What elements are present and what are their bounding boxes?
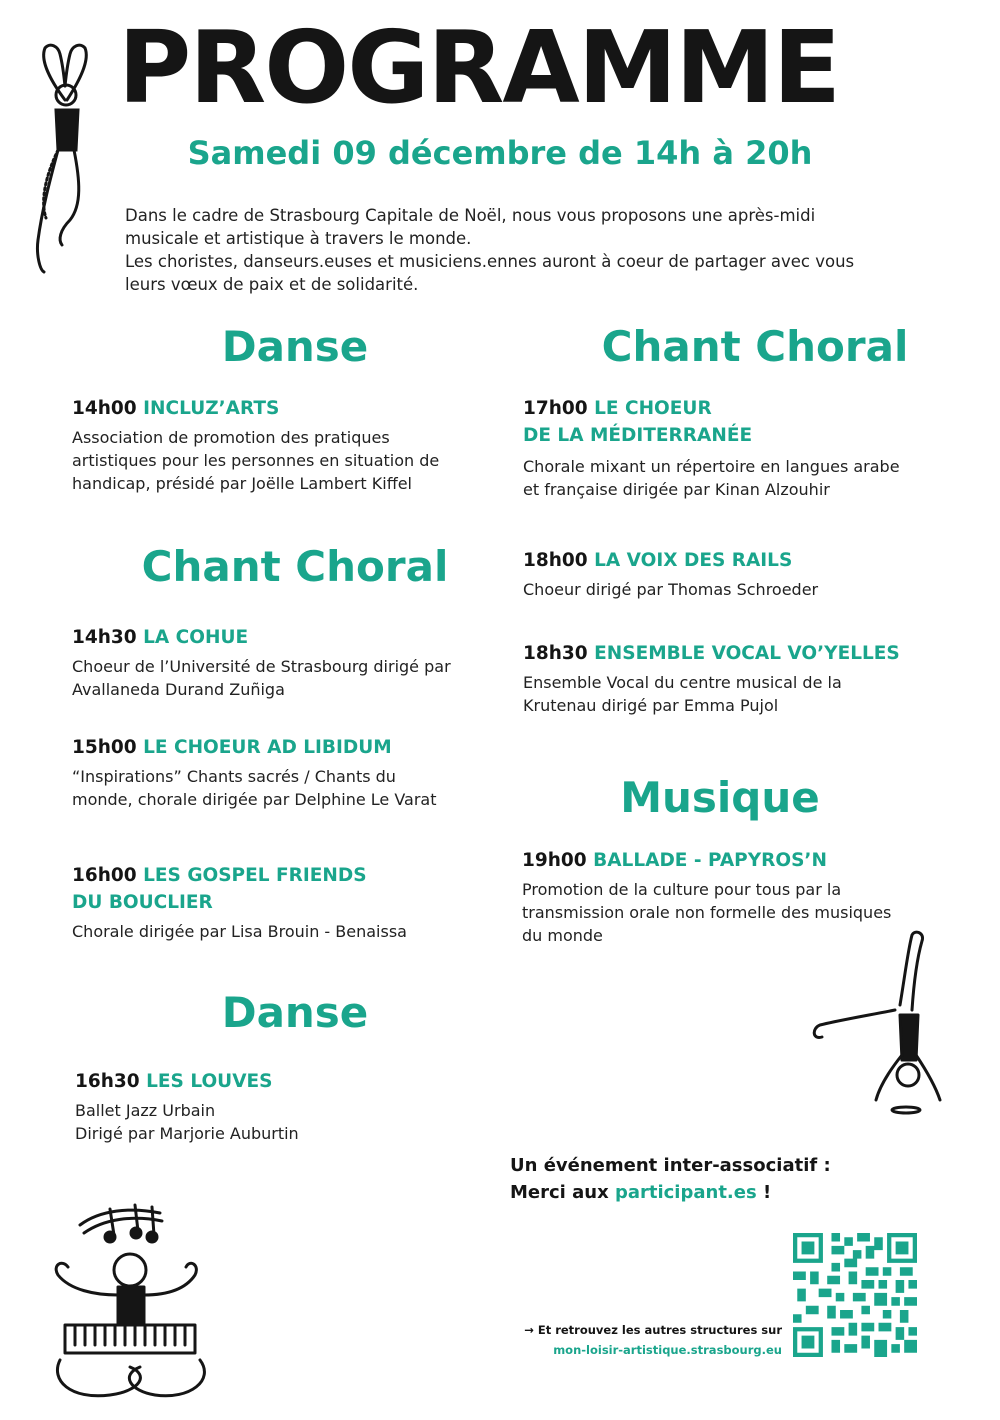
event-description: “Inspirations” Chants sacrés / Chants du monde, chorale dirigée par Delphine Le Varat: [72, 767, 437, 809]
event-gospel-friends: [72, 862, 492, 943]
event-voyelles: [523, 640, 923, 717]
event-header: [72, 862, 492, 889]
event-les-louves: [75, 1068, 475, 1145]
section-title-danse-2: Danse: [221, 988, 369, 1037]
event-header: [522, 847, 902, 874]
event-name: DE LA MÉDITERRANÉE: [523, 425, 753, 446]
event-la-cohue: [72, 624, 472, 701]
event-description: Chorale mixant un répertoire en langues arabe et française dirigée par Kinan Alzouhir: [523, 457, 900, 499]
event-time: 17h00: [523, 398, 588, 419]
section-title-danse-1: Danse: [221, 322, 369, 371]
cartwheel-dancer-icon: [800, 925, 960, 1120]
thanks-highlight: participant.es: [614, 1182, 757, 1203]
event-name: LE CHOEUR AD LIBIDUM: [143, 737, 392, 758]
event-name: LA COHUE: [143, 627, 249, 648]
event-time: 18h00: [523, 550, 588, 571]
page-title: PROGRAMME: [118, 9, 840, 126]
event-name: DU BOUCLIER: [72, 892, 213, 913]
event-header: [72, 734, 452, 761]
event-name: ENSEMBLE VOCAL VO’YELLES: [594, 643, 900, 664]
event-name: BALLADE - PAPYROS’N: [593, 850, 827, 871]
event-time: 18h30: [523, 643, 588, 664]
event-header: [75, 1068, 475, 1095]
event-description-line-2: Dirigé par Marjorie Auburtin: [75, 1124, 299, 1143]
section-title-musique: Musique: [620, 773, 820, 822]
event-time: 16h30: [75, 1071, 140, 1092]
event-header: [72, 624, 472, 651]
keyboard-musician-icon: [40, 1195, 250, 1415]
event-time: 19h00: [522, 850, 587, 871]
intro-line-1: Dans le cadre de Strasbourg Capitale de Noël, nous vous proposons une après-midi musicale et artistique à travers le monde.: [125, 206, 816, 248]
event-header: [72, 395, 472, 422]
thanks-message: [510, 1152, 930, 1206]
event-header-line-2: [72, 889, 492, 916]
dancer-icon: [20, 40, 110, 280]
event-time: 14h00: [72, 398, 137, 419]
event-time: 16h00: [72, 865, 137, 886]
footer-text: [460, 1320, 782, 1360]
event-description: Ensemble Vocal du centre musical de la Krutenau dirigé par Emma Pujol: [523, 673, 842, 715]
section-title-chant-choral-right: Chant Choral: [601, 322, 909, 371]
footer-link[interactable]: mon-loisir-artistique.strasbourg.eu: [553, 1343, 782, 1357]
event-description: Association de promotion des pratiques artistiques pour les personnes en situation de handicap, présidé par Joëlle Lambert Kiffel: [72, 428, 440, 493]
thanks-line-1: Un événement inter-associatif :: [510, 1155, 831, 1176]
event-header: [523, 547, 923, 574]
section-title-chant-choral-left: Chant Choral: [141, 542, 449, 591]
event-description: Choeur de l’Université de Strasbourg dirigé par Avallaneda Durand Zuñiga: [72, 657, 451, 699]
thanks-prefix: Merci aux: [510, 1182, 615, 1203]
event-voix-des-rails: [523, 547, 923, 601]
intro-line-2: Les choristes, danseurs.euses et musiciens.ennes auront à coeur de partager avec vous leurs vœux de paix et de solidarité.: [125, 252, 855, 294]
intro-text: [125, 204, 885, 296]
event-name: LA VOIX DES RAILS: [594, 550, 793, 571]
event-description: Choeur dirigé par Thomas Schroeder: [523, 580, 819, 599]
footer-line: → Et retrouvez les autres structures sur: [524, 1323, 782, 1337]
event-header-line-2: [523, 422, 903, 449]
event-header: [523, 395, 903, 422]
qr-code[interactable]: [793, 1233, 917, 1357]
date-line: Samedi 09 décembre de 14h à 20h: [187, 134, 813, 172]
event-description: Chorale dirigée par Lisa Brouin - Benaissa: [72, 922, 407, 941]
event-time: 14h30: [72, 627, 137, 648]
event-header: [523, 640, 923, 667]
event-description-line-1: Ballet Jazz Urbain: [75, 1101, 216, 1120]
event-incluzarts: [72, 395, 472, 495]
event-description: Promotion de la culture pour tous par la transmission orale non formelle des musiques du monde: [522, 880, 892, 945]
event-name: LES GOSPEL FRIENDS: [143, 865, 367, 886]
event-name: LES LOUVES: [146, 1071, 273, 1092]
event-ad-libidum: [72, 734, 452, 811]
event-name: LE CHOEUR: [594, 398, 712, 419]
event-choeur-mediterranee: [523, 395, 903, 501]
thanks-line-2: [510, 1179, 930, 1206]
event-time: 15h00: [72, 737, 137, 758]
thanks-suffix: !: [756, 1182, 772, 1203]
event-name: INCLUZ’ARTS: [143, 398, 280, 419]
